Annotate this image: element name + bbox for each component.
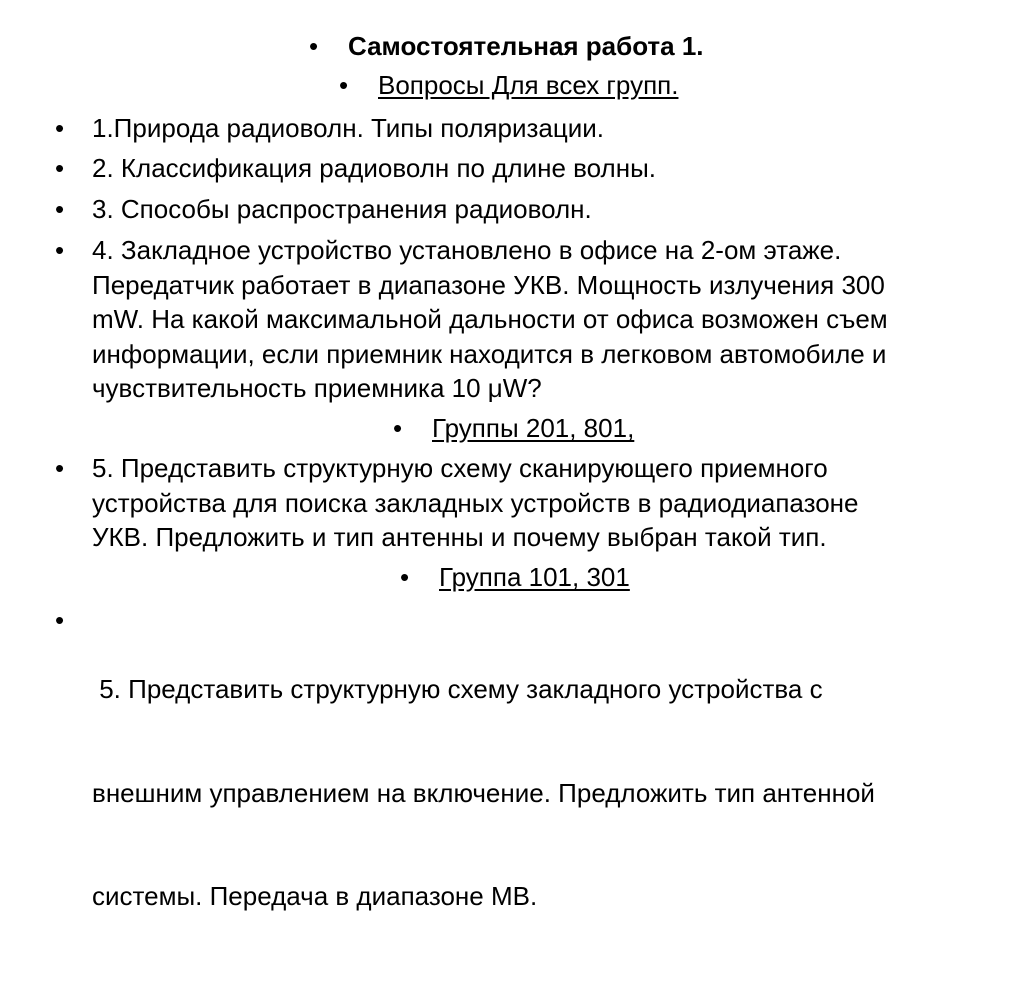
question-4-line: 4. Закладное устройство установлено в офисе на 2-ом этаже. [92,235,842,265]
question-5b-line: внешним управлением на включение. Предложить тип антенной [92,777,875,808]
slide-subtitle: Вопросы Для всех групп. [378,70,679,100]
question-5a-line: УКВ. Предложить и тип антенны и почему выбран такой тип. [92,522,827,552]
q5a-bullet: • [55,453,65,483]
question-5a [92,451,972,555]
question-4-line: mW. На какой максимальной дальности от офиса возможен съем [92,304,888,334]
question-2: 2. Классификация радиоволн по длине волны. [92,153,657,183]
question-5a-line: 5. Представить структурную схему сканирующего приемного [92,453,828,483]
q3-bullet: • [55,194,65,224]
slide-title: Самостоятельная работа 1. [348,31,704,61]
group-b-bullet: • [400,562,410,592]
question-3: 3. Способы распространения радиоволн. [92,194,592,224]
subtitle-bullet: • [339,70,349,100]
q4-bullet: • [55,235,65,265]
question-4-line: Передатчик работает в диапазоне УКВ. Мощность излучения 300 [92,269,885,300]
group-b-heading: Группа 101, 301 [439,562,630,592]
q2-bullet: • [55,153,65,183]
question-5b [92,603,972,983]
question-4-line: чувствительность приемника 10 μW? [92,373,542,403]
group-a-heading: Группы 201, 801, [432,413,635,443]
q5b-bullet: • [55,605,65,635]
question-1: 1.Природа радиоволн. Типы поляризации. [92,113,605,143]
group-a-bullet: • [393,413,403,443]
question-5b-line: системы. Передача в диапазоне МВ. [92,881,538,911]
title-bullet: • [309,31,319,61]
question-4-line: информации, если приемник находится в легковом автомобиле и [92,338,887,369]
question-4 [92,233,972,406]
question-5a-line: устройства для поиска закладных устройств в радиодиапазоне [92,487,859,518]
q1-bullet: • [55,113,65,143]
question-5b-line: 5. Представить структурную схему закладного устройства с [92,674,823,704]
